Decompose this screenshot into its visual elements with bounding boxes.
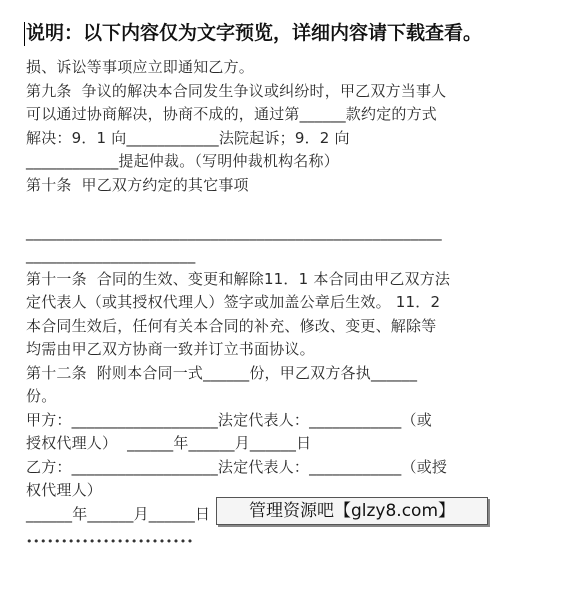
doc-line-10: 第十一条 合同的生效、变更和解除11．1 本合同由甲乙双方法 (26, 269, 451, 288)
doc-line-14: 第十二条 附则本合同一式______份，甲乙双方各执______ (26, 363, 418, 382)
text-cursor (24, 22, 25, 46)
doc-line-19: 权代理人） (26, 481, 103, 499)
doc-line-5: ____________提起仲裁。（写明仲裁机构名称） (26, 152, 339, 170)
doc-line-2: 第九条 争议的解决本合同发生争议或纠纷时，甲乙双方当事人 (26, 81, 447, 100)
document-body (26, 56, 574, 526)
doc-line-15: 份。 (26, 387, 57, 405)
doc-line-4: 解决：9．1 向____________法院起诉；9．2 向 (26, 128, 350, 147)
page-break-dots: •••••••••••••••••••••••• (26, 535, 194, 548)
doc-line-17: 授权代理人） ______年______月______日 (26, 434, 312, 452)
doc-line-18: 乙方：___________________法定代表人：____________（或授 (26, 457, 448, 476)
doc-line-8: ______________________________________________________ (26, 222, 442, 241)
doc-line-3: 可以通过协商解决，协商不成的，通过第______款约定的方式 (26, 105, 438, 123)
doc-line-16: 甲方：___________________法定代表人：____________（或 (26, 410, 432, 429)
watermark-badge: 管理资源吧【glzy8.com】 (216, 497, 488, 525)
preview-notice-text: 说明：以下内容仅为文字预览，详细内容请下载查看。 (26, 22, 483, 44)
doc-line-7 (26, 197, 574, 221)
doc-line-20: ______年______月______日 (26, 504, 211, 523)
doc-line-9: ______________________ (26, 246, 196, 264)
doc-line-12: 本合同生效后，任何有关本合同的补充、修改、变更、解除等 (26, 316, 437, 335)
doc-line-6: 第十条 甲乙双方约定的其它事项 (26, 175, 249, 194)
doc-line-11: 定代表人（或其授权代理人）签字或加盖公章后生效。 11．2 (26, 293, 441, 311)
doc-line-13: 均需由甲乙双方协商一致并订立书面协议。 (26, 340, 315, 358)
doc-line-1: 损、诉讼等事项应立即通知乙方。 (26, 58, 255, 76)
preview-notice (24, 16, 572, 50)
